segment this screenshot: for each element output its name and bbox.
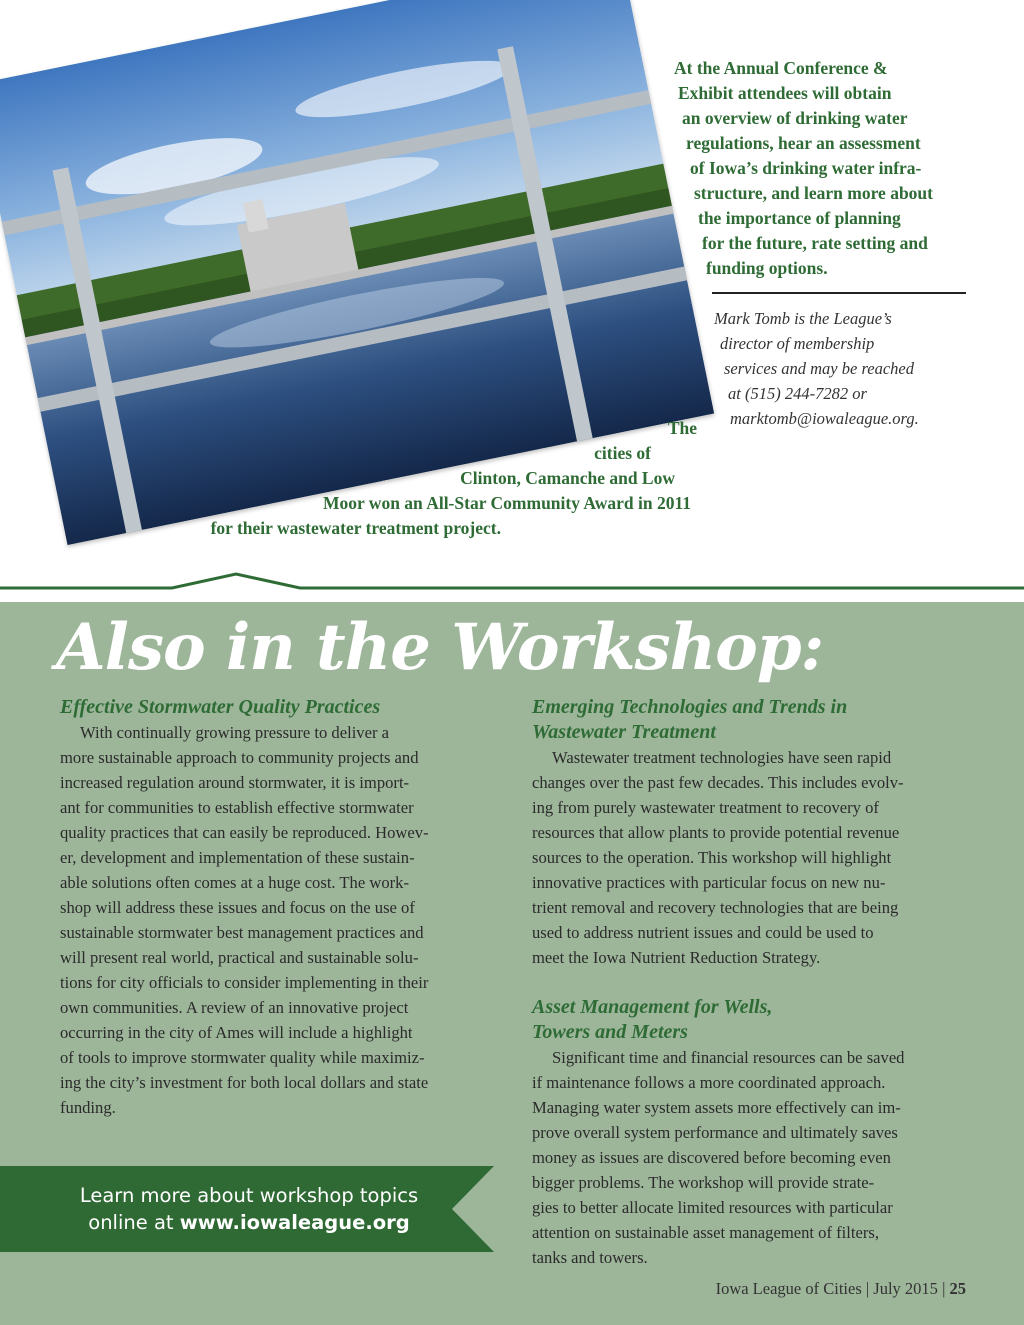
footer-publication: Iowa League of Cities [715, 1279, 862, 1298]
article-line: funding. [60, 1098, 116, 1117]
article-line: Managing water system assets more effectively can im- [532, 1098, 901, 1117]
article-line: With continually growing pressure to deliver a [80, 723, 390, 742]
section-divider [0, 570, 1024, 606]
banner-text [44, 1182, 454, 1236]
article-assets [532, 995, 972, 1270]
article-heading: Effective Stormwater Quality Practices [60, 696, 381, 718]
article-line: more sustainable approach to community projects and [60, 748, 419, 767]
article-line: ant for communities to establish effective stormwater [60, 798, 414, 817]
bio-line: services and may be reached [724, 359, 914, 378]
article-line: if maintenance follows a more coordinated approach. [532, 1073, 886, 1092]
article-line: sustainable stormwater best management practices and [60, 923, 424, 942]
section-title: Also in the Workshop: [56, 610, 824, 685]
article-heading: Emerging Technologies and Trends in [532, 696, 848, 718]
author-bio [714, 306, 984, 431]
callout-line: Exhibit attendees will obtain [678, 83, 892, 103]
article-line: Wastewater treatment technologies have seen rapid [552, 748, 892, 767]
caption-line: for their wastewater treatment project. [210, 518, 501, 538]
page-number: 25 [949, 1279, 966, 1298]
callout-line: of Iowa’s drinking water infra- [690, 158, 922, 178]
learn-more-banner[interactable] [0, 1166, 500, 1252]
article-heading: Wastewater Treatment [532, 721, 716, 743]
article-line: innovative practices with particular focus on new nu- [532, 873, 886, 892]
article-line: used to address nutrient issues and could be used to [532, 923, 874, 942]
callout-line: the importance of planning [698, 208, 901, 228]
article-line: sources to the operation. This workshop will highlight [532, 848, 892, 867]
banner-prefix: online at [88, 1211, 180, 1234]
conference-callout [672, 56, 982, 281]
banner-line-1: Learn more about workshop topics [79, 1184, 419, 1207]
article-line: gies to better allocate limited resources with particular [532, 1198, 893, 1217]
callout-line: for the future, rate setting and [702, 233, 928, 253]
article-line: able solutions often comes at a huge cost. The work- [60, 873, 409, 892]
article-line: ing from purely wastewater treatment to recovery of [532, 798, 879, 817]
article-line: attention on sustainable asset management of filters, [532, 1223, 879, 1242]
footer-separator: | [865, 1279, 870, 1298]
article-line: shop will address these issues and focus on the use of [60, 898, 415, 917]
caption-line: cities of [594, 443, 651, 463]
callout-line: regulations, hear an assessment [686, 133, 921, 153]
footer-separator: | [942, 1279, 946, 1298]
bio-line: director of membership [720, 334, 875, 353]
article-line: increased regulation around stormwater, it is import- [60, 773, 410, 792]
article-line: quality practices that can easily be reproduced. Howev- [60, 823, 429, 842]
caption-line: The [667, 418, 697, 438]
article-line: tions for city officials to consider implementing in their [60, 973, 429, 992]
page-footer [716, 1279, 966, 1299]
article-line: er, development and implementation of these sustain- [60, 848, 415, 867]
article-line: will present real world, practical and sustainable solu- [60, 948, 419, 967]
article-heading: Towers and Meters [532, 1021, 688, 1043]
photo-caption [131, 416, 697, 541]
article-line: occurring in the city of Ames will include a highlight [60, 1023, 413, 1042]
caption-line: Clinton, Camanche and Low [460, 468, 675, 488]
bio-line: marktomb@iowaleague.org. [730, 409, 919, 428]
article-line: ing the city’s investment for both local dollars and state [60, 1073, 429, 1092]
article-line: prove overall system performance and ultimately saves [532, 1123, 898, 1142]
article-line: trient removal and recovery technologies that are being [532, 898, 899, 917]
callout-line: structure, and learn more about [694, 183, 933, 203]
article-emerging [532, 695, 972, 970]
article-line: bigger problems. The workshop will provide strate- [532, 1173, 875, 1192]
article-line: tanks and towers. [532, 1248, 648, 1267]
footer-issue: July 2015 [873, 1279, 938, 1298]
article-line: meet the Iowa Nutrient Reduction Strategy. [532, 948, 821, 967]
bio-divider [712, 292, 966, 294]
article-stormwater [60, 695, 500, 1120]
article-heading: Asset Management for Wells, [532, 996, 773, 1018]
article-line: resources that allow plants to provide potential revenue [532, 823, 900, 842]
banner-line-2 [44, 1209, 454, 1236]
callout-line: funding options. [706, 258, 828, 278]
article-line: Significant time and financial resources can be saved [552, 1048, 905, 1067]
website-link[interactable]: www.iowaleague.org [179, 1211, 410, 1234]
callout-line: At the Annual Conference & [674, 58, 888, 78]
article-line: changes over the past few decades. This includes evolv- [532, 773, 904, 792]
caption-line: Moor won an All-Star Community Award in 2011 [322, 493, 691, 513]
article-line: own communities. A review of an innovative project [60, 998, 409, 1017]
bio-line: Mark Tomb is the League’s [714, 309, 892, 328]
article-line: money as issues are discovered before becoming even [532, 1148, 891, 1167]
article-line: of tools to improve stormwater quality while maximiz- [60, 1048, 425, 1067]
bio-line: at (515) 244-7282 or [728, 384, 867, 403]
callout-line: an overview of drinking water [682, 108, 908, 128]
